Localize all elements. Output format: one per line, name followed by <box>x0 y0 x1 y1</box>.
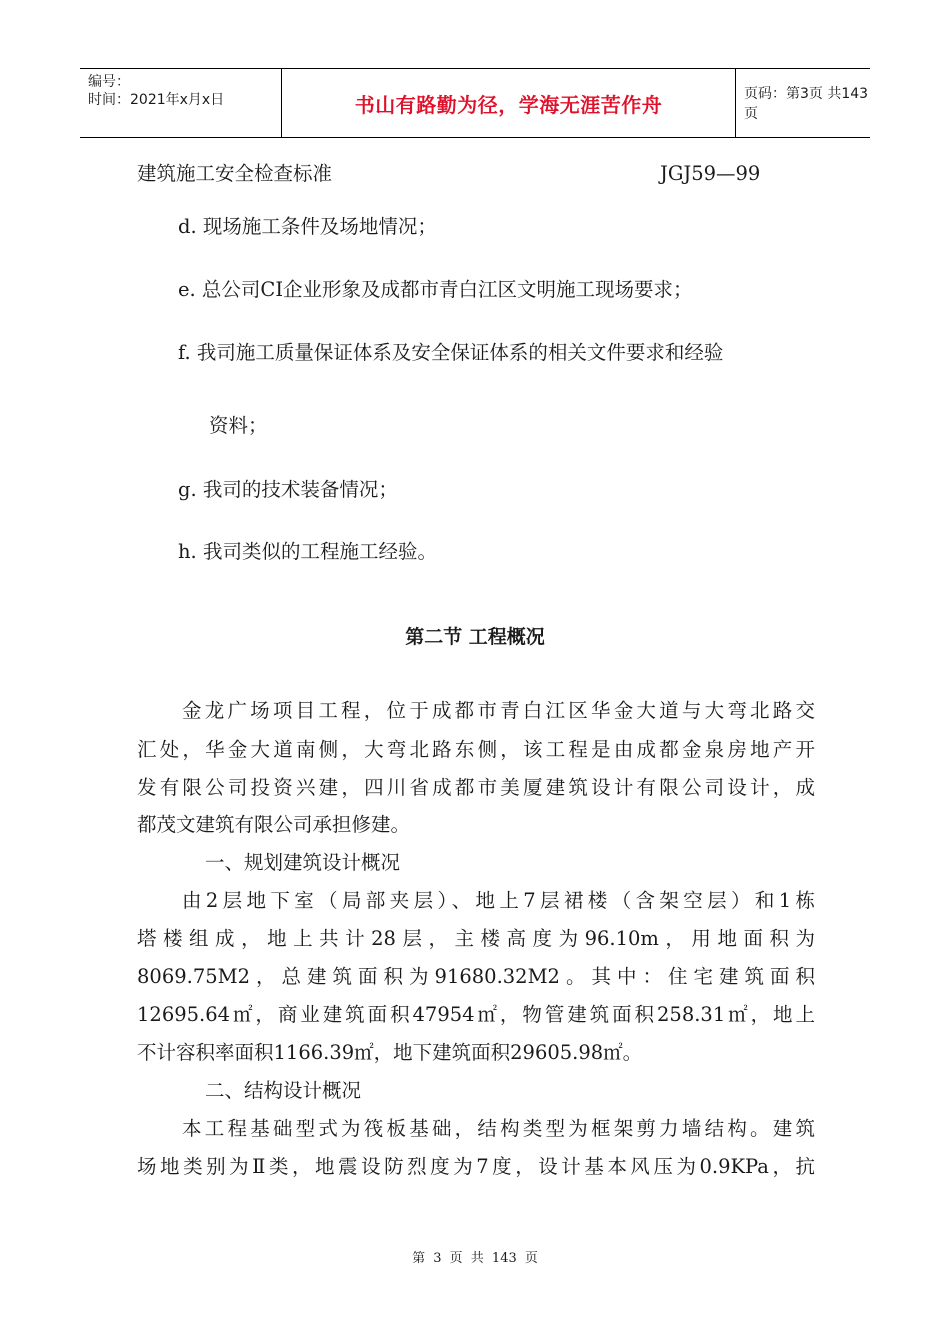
list-item: e. 总公司CI企业形象及成都市青白江区文明施工现场要求； <box>178 278 693 301</box>
header-motto-cell <box>282 69 736 137</box>
subsection-title: 二、结构设计概况 <box>205 1079 362 1102</box>
list-item: h. 我司类似的工程施工经验。 <box>178 540 437 563</box>
paragraph-line: 塔楼组成，地上共计28层，主楼高度为96.10m，用地面积为 <box>137 927 815 950</box>
list-item: d. 现场施工条件及场地情况； <box>178 215 437 238</box>
list-item: g. 我司的技术装备情况； <box>178 478 398 501</box>
page-footer: 第 3 页 共 143 页 <box>412 1251 538 1266</box>
paragraph-line: 汇处，华金大道南侧，大弯北路东侧，该工程是由成都金泉房地产开 <box>137 738 815 761</box>
standard-code: JGJ59—99 <box>660 162 761 185</box>
header-motto: 书山有路勤为径，学海无涯苦作舟 <box>354 92 663 117</box>
paragraph-line: 8069.75M2，总建筑面积为91680.32M2。其中：住宅建筑面积 <box>137 965 815 988</box>
paragraph-line: 金龙广场项目工程，位于成都市青白江区华金大道与大弯北路交 <box>182 699 815 722</box>
page-header <box>80 68 870 138</box>
header-meta <box>80 69 282 137</box>
paragraph-line: 由2层地下室（局部夹层）、地上7层裙楼（含架空层）和1栋 <box>182 889 815 912</box>
paragraph-line: 发有限公司投资兴建，四川省成都市美厦建筑设计有限公司设计，成 <box>137 776 815 799</box>
paragraph-line: 不计容积率面积1166.39㎡，地下建筑面积29605.98㎡。 <box>137 1041 643 1064</box>
paragraph-line: 本工程基础型式为筏板基础，结构类型为框架剪力墙结构。建筑 <box>182 1117 815 1140</box>
standard-name: 建筑施工安全检查标准 <box>137 162 333 185</box>
date-label: 时间：2021年x月x日 <box>88 92 225 108</box>
paragraph-line: 都茂文建筑有限公司承担修建。 <box>137 813 411 836</box>
paragraph-line: 12695.64㎡，商业建筑面积47954㎡，物管建筑面积258.31㎡，地上 <box>137 1003 815 1026</box>
page-info-label: 页码：第3页 共143页 <box>744 86 869 122</box>
subsection-title: 一、规划建筑设计概况 <box>205 851 401 874</box>
list-item-continuation: 资料； <box>209 414 268 437</box>
header-page-info <box>736 69 870 137</box>
section-title: 第二节 工程概况 <box>405 626 545 648</box>
serial-label: 编号： <box>88 74 130 90</box>
paragraph-line: 场地类别为Ⅱ类，地震设防烈度为7度，设计基本风压为0.9KPa，抗 <box>137 1155 815 1178</box>
list-item: f. 我司施工质量保证体系及安全保证体系的相关文件要求和经验 <box>178 341 724 364</box>
